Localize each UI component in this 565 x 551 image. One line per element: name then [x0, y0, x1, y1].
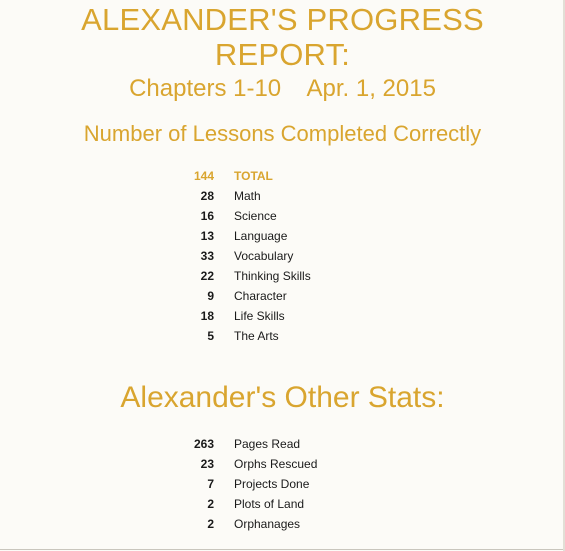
lesson-count: 33 [200, 249, 214, 263]
lesson-label: Life Skills [234, 309, 285, 323]
lessons-row [0, 266, 565, 286]
stat-count: 2 [207, 517, 214, 531]
lesson-label: Math [234, 189, 261, 203]
lesson-label: Vocabulary [234, 249, 294, 263]
lesson-count: 9 [207, 289, 214, 303]
stat-count: 263 [193, 437, 214, 451]
lessons-row [0, 246, 565, 266]
stat-label: Projects Done [234, 477, 310, 491]
lesson-count: 22 [200, 269, 214, 283]
other-stats-row [0, 514, 565, 534]
stat-label: Orphs Rescued [234, 457, 318, 471]
other-stats-row [0, 494, 565, 514]
other-stats-heading: Alexander's Other Stats: [120, 381, 445, 414]
lesson-label: The Arts [234, 329, 279, 343]
lesson-label: Language [234, 229, 288, 243]
lessons-list [0, 166, 565, 346]
lesson-label: TOTAL [234, 169, 273, 183]
lessons-row [0, 206, 565, 226]
lesson-label: Thinking Skills [234, 269, 311, 283]
lessons-row [0, 226, 565, 246]
stat-count: 7 [207, 477, 214, 491]
lessons-row [0, 186, 565, 206]
report-title-line-2: REPORT: [214, 37, 351, 72]
lesson-count: 28 [200, 189, 214, 203]
other-stats-row [0, 474, 565, 494]
lessons-row-total [0, 166, 565, 186]
report-title-line-1: ALEXANDER'S PROGRESS [81, 2, 484, 37]
lessons-row [0, 326, 565, 346]
report-subtitle: Chapters 1-10 Apr. 1, 2015 [129, 75, 436, 102]
lesson-label: Science [234, 209, 277, 223]
lessons-row [0, 286, 565, 306]
lesson-count: 13 [200, 229, 214, 243]
other-stats-row [0, 454, 565, 474]
stat-count: 2 [207, 497, 214, 511]
stat-label: Orphanages [234, 517, 301, 531]
stat-label: Pages Read [234, 437, 301, 451]
lesson-count: 16 [200, 209, 214, 223]
stat-count: 23 [200, 457, 214, 471]
lessons-row [0, 306, 565, 326]
lessons-heading: Number of Lessons Completed Correctly [83, 121, 482, 146]
stat-label: Plots of Land [234, 497, 305, 511]
lesson-count: 18 [200, 309, 214, 323]
other-stats-row [0, 434, 565, 454]
other-stats-list [0, 434, 565, 534]
lesson-count: 144 [193, 169, 214, 183]
lesson-label: Character [234, 289, 287, 303]
lesson-count: 5 [207, 329, 214, 343]
